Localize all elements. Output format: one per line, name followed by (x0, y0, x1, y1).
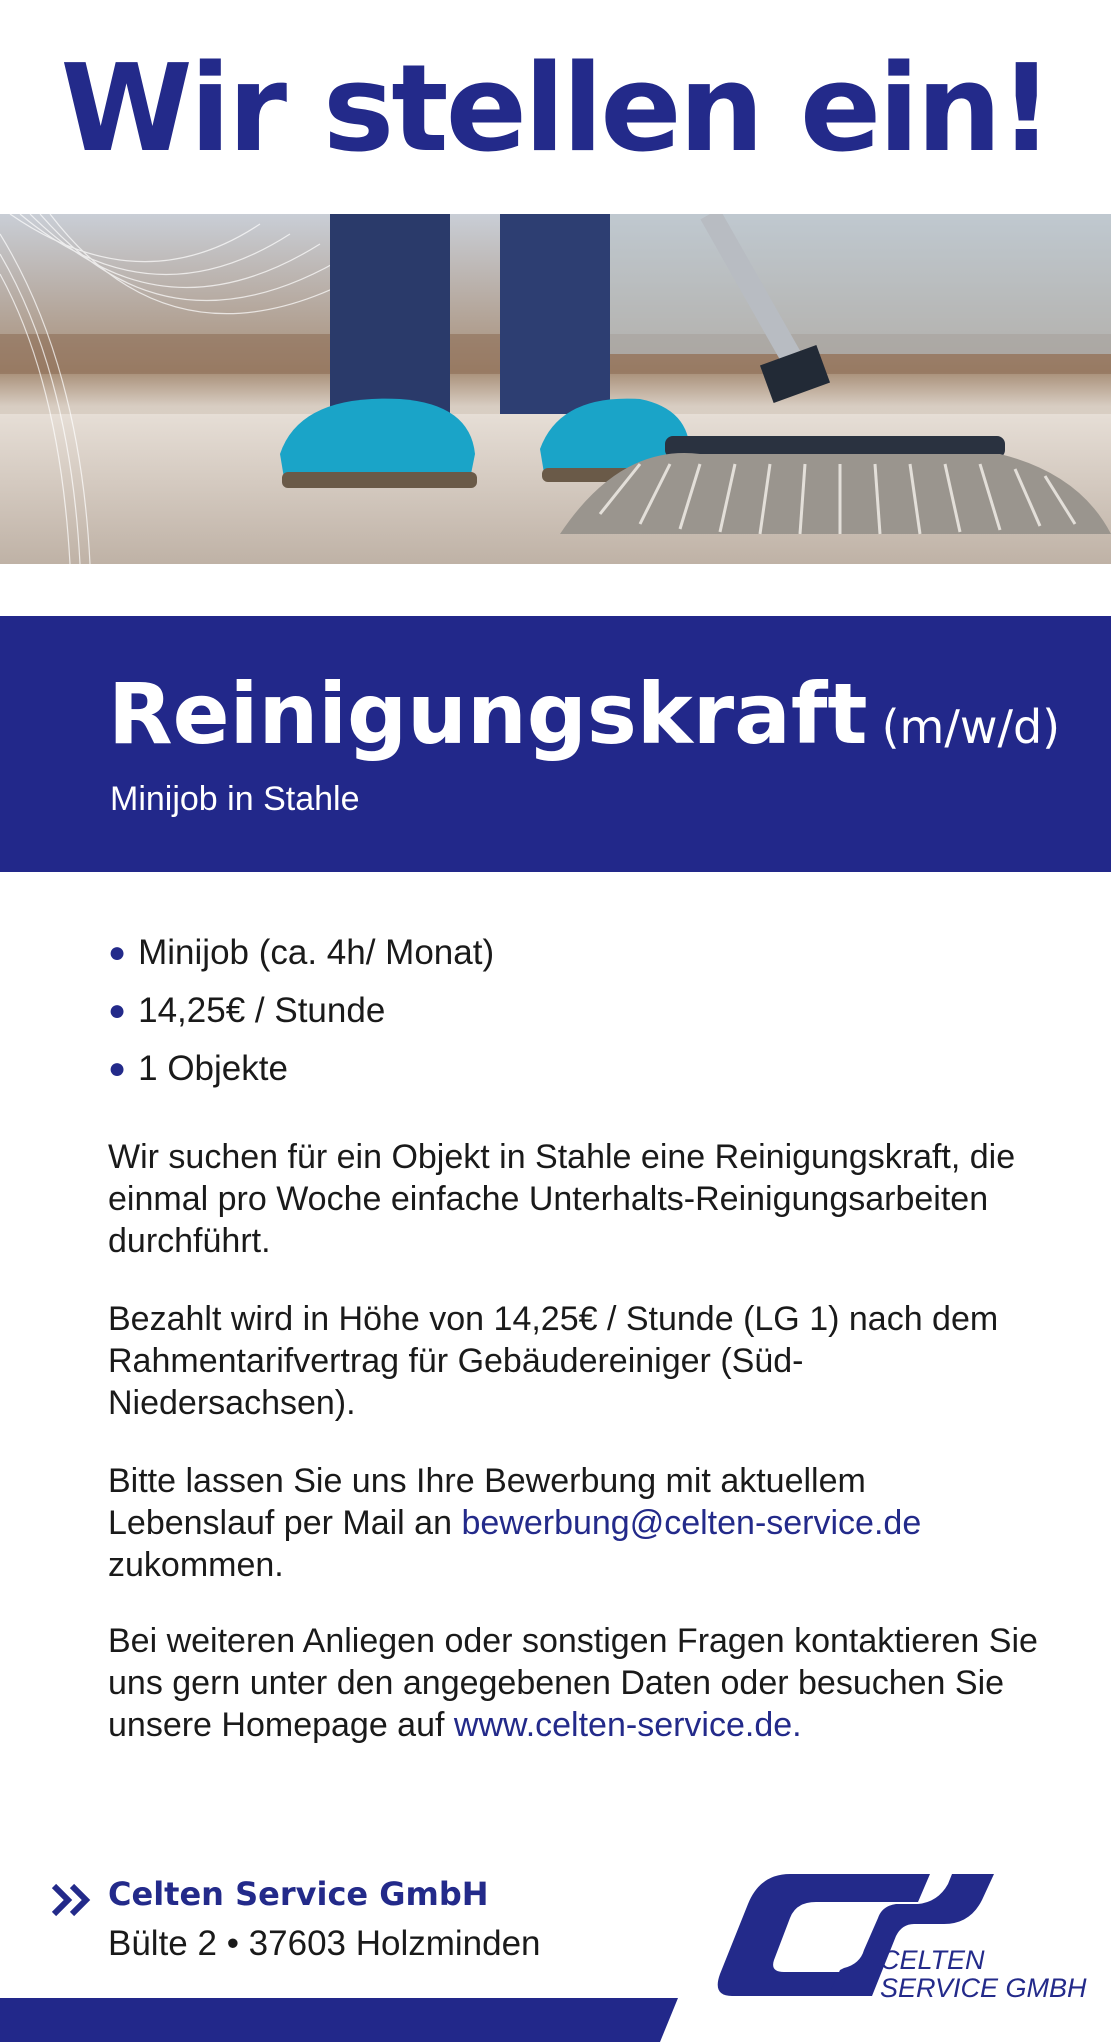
list-item-text: 1 Objekte (138, 1049, 288, 1088)
list-item-text: Minijob (ca. 4h/ Monat) (138, 933, 495, 972)
contact-text: Bei weiteren Anliegen oder sonstigen Fragen kontaktieren Sie uns gern unter den angegebenen Daten oder besuchen Sie unsere Homepage auf (108, 1622, 1038, 1744)
payment-paragraph: Bezahlt wird in Höhe von 14,25€ / Stunde (LG 1) nach dem Rahmentarifvertrag für Gebäudereiniger (Süd-Niedersachsen). (108, 1300, 999, 1422)
hero-image-mop (0, 214, 1111, 564)
job-title-text: Reinigungskraft (108, 665, 868, 763)
application-text: Bitte lassen Sie uns Ihre Bewerbung mit aktuellem Lebenslauf per Mail an (108, 1462, 866, 1542)
benefit-list (108, 924, 494, 1098)
job-gender: (m/w/d) (881, 700, 1061, 754)
logo-text (880, 1946, 1087, 2002)
application-paragraph (108, 1460, 1038, 1586)
footer-company: Celten Service GmbH (108, 1875, 489, 1913)
application-text-end: zukommen. (108, 1546, 284, 1584)
double-chevron-right-icon (50, 1880, 94, 1920)
list-item (108, 982, 494, 1040)
logo-line2: SERVICE GMBH (880, 1973, 1087, 2003)
list-item (108, 924, 494, 982)
bullet-dot-icon: ● (108, 994, 127, 1027)
job-subtitle: Minijob in Stahle (110, 780, 360, 818)
bullet-dot-icon: ● (108, 936, 127, 969)
bullet-dot-icon: ● (108, 1052, 127, 1085)
headline: Wir stellen ein! (60, 40, 1051, 179)
list-item-text: 14,25€ / Stunde (138, 991, 386, 1030)
logo-line1: CELTEN (880, 1945, 985, 1975)
bottom-brand-bar (0, 1998, 680, 2042)
list-item (108, 1040, 494, 1098)
footer-address: Bülte 2 • 37603 Holzminden (108, 1924, 541, 1963)
contact-paragraph (108, 1620, 1038, 1746)
email-link[interactable]: bewerbung@celten-service.de (461, 1504, 922, 1542)
homepage-link[interactable]: www.celten-service.de. (453, 1706, 802, 1744)
job-title (108, 664, 1060, 777)
description-paragraph: Wir suchen für ein Objekt in Stahle eine Reinigungskraft, die einmal pro Woche einfache Unterhalts-Reinigungsarbeiten durchführt. (108, 1138, 1016, 1260)
job-title-band (0, 616, 1111, 872)
